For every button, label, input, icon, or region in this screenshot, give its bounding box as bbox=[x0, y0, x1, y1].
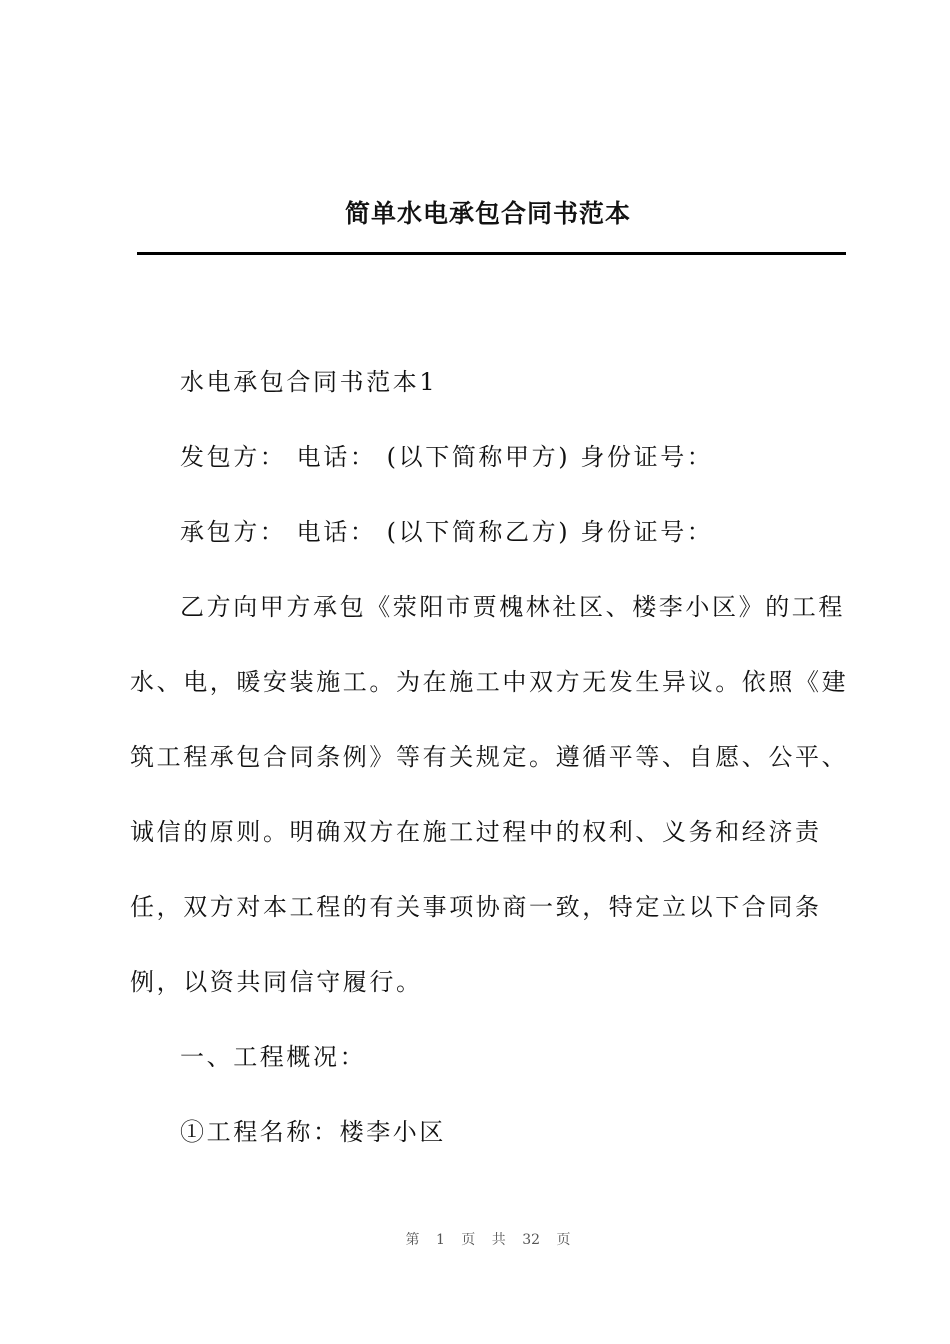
party-b-line: 承包方： 电话： (以下简称乙方) 身份证号： bbox=[180, 518, 714, 546]
section-project-overview: 一、工程概况： bbox=[180, 1043, 367, 1071]
title-underline bbox=[137, 252, 846, 255]
section-heading-sample-1: 水电承包合同书范本1 bbox=[180, 368, 438, 396]
party-a-line: 发包方： 电话： (以下简称甲方) 身份证号： bbox=[180, 443, 714, 471]
contract-preamble: 乙方向甲方承包《荥阳市贾槐林社区、楼李小区》的工程水、电，暖安装施工。为在施工中双方无发生异议。依照《建筑工程承包合同条例》等有关规定。遵循平等、自愿、公平、诚信的原则。明确双方在施工过程中的权利、义务和经济责任，双方对本工程的有关事项协商一致，特定立以下合同条例，以资共同信守履行。 bbox=[130, 593, 849, 996]
document-body bbox=[130, 345, 860, 1170]
document-title: 简单水电承包合同书范本 bbox=[344, 199, 631, 228]
page-number-footer: 第 1 页 共 32 页 bbox=[405, 1232, 571, 1248]
project-name-line: ①工程名称：楼李小区 bbox=[180, 1118, 446, 1146]
